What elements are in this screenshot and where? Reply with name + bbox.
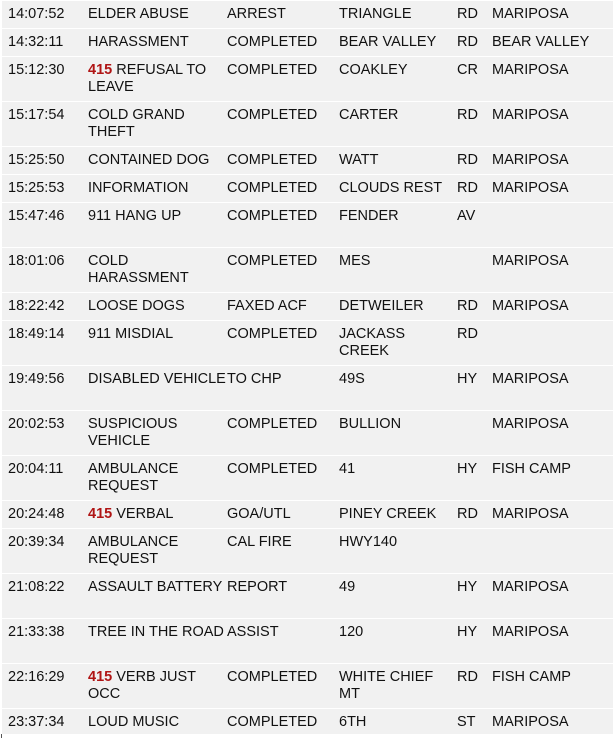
- incident-cell: [88, 203, 227, 248]
- disposition: COMPLETED: [227, 714, 318, 730]
- disposition: COMPLETED: [227, 107, 318, 123]
- city: MARIPOSA: [492, 62, 569, 78]
- call-time: 15:25:50: [8, 152, 65, 168]
- call-log-table: [2, 0, 613, 734]
- incident-cell: [88, 102, 227, 147]
- call-time: 15:17:54: [8, 107, 65, 123]
- disposition: COMPLETED: [227, 180, 318, 196]
- street-name: DETWEILER: [339, 298, 424, 314]
- disposition: COMPLETED: [227, 461, 318, 477]
- incident-cell: [88, 574, 227, 619]
- street-name: WATT: [339, 152, 379, 168]
- call-time: 20:24:48: [8, 506, 65, 522]
- street-name: HWY140: [339, 534, 398, 550]
- street-name: 49: [339, 579, 356, 595]
- incident-type: COLD GRAND THEFT: [88, 107, 185, 140]
- city: MARIPOSA: [492, 714, 569, 730]
- street-name: CLOUDS REST: [339, 180, 443, 196]
- incident-cell: [88, 366, 227, 411]
- street-name: JACKASS CREEK: [339, 326, 406, 359]
- call-log: [2, 0, 613, 734]
- call-time: 21:08:22: [8, 579, 65, 595]
- street-name: BEAR VALLEY: [339, 34, 437, 50]
- call-time: 18:01:06: [8, 253, 65, 269]
- call-time: 14:07:52: [8, 6, 65, 22]
- call-time: 23:37:34: [8, 714, 65, 730]
- call-time: 20:39:34: [8, 534, 65, 550]
- code-415-badge: 415: [88, 62, 113, 78]
- street-name: FENDER: [339, 208, 399, 224]
- street-suffix: RD: [457, 180, 478, 196]
- table-row: [2, 366, 613, 411]
- incident-cell: [88, 529, 227, 574]
- table-row: [2, 664, 613, 709]
- incident-cell: [88, 456, 227, 501]
- disposition: FAXED ACF: [227, 298, 307, 314]
- table-row: [2, 203, 613, 248]
- call-time: 20:04:11: [8, 461, 64, 477]
- city: FISH CAMP: [492, 669, 571, 685]
- table-row: [2, 529, 613, 574]
- table-row: [2, 501, 613, 529]
- incident-cell: [88, 619, 227, 664]
- incident-type: HARASSMENT: [88, 34, 189, 50]
- street-suffix: RD: [457, 669, 478, 685]
- call-time: 15:25:53: [8, 180, 65, 196]
- incident-cell: [88, 175, 227, 203]
- incident-type: VERB JUST OCC: [88, 669, 196, 702]
- disposition: COMPLETED: [227, 253, 318, 269]
- street-name: TRIANGLE: [339, 6, 412, 22]
- table-row: [2, 29, 613, 57]
- incident-type: COLD HARASSMENT: [88, 253, 189, 286]
- call-time: 21:33:38: [8, 624, 65, 640]
- call-time: 18:49:14: [8, 326, 65, 342]
- street-suffix: RD: [457, 298, 478, 314]
- table-row: [2, 248, 613, 293]
- call-time: 22:16:29: [8, 669, 65, 685]
- city: MARIPOSA: [492, 107, 569, 123]
- incident-type: REFUSAL TO LEAVE: [88, 62, 207, 95]
- disposition: COMPLETED: [227, 669, 318, 685]
- incident-cell: [88, 57, 227, 102]
- street-suffix: RD: [457, 152, 478, 168]
- table-row: [2, 175, 613, 203]
- table-row: [2, 709, 613, 735]
- table-row: [2, 456, 613, 501]
- disposition: COMPLETED: [227, 208, 318, 224]
- call-time: 18:22:42: [8, 298, 65, 314]
- street-suffix: HY: [457, 461, 478, 477]
- incident-type: SUSPICIOUS VEHICLE: [88, 416, 178, 449]
- disposition: COMPLETED: [227, 62, 318, 78]
- disposition: TO CHP: [227, 371, 282, 387]
- disposition: COMPLETED: [227, 416, 318, 432]
- street-name: 6TH: [339, 714, 367, 730]
- city: MARIPOSA: [492, 624, 569, 640]
- incident-cell: [88, 709, 227, 735]
- call-time: 15:12:30: [8, 62, 65, 78]
- street-name: 41: [339, 461, 356, 477]
- disposition: CAL FIRE: [227, 534, 292, 550]
- city: MARIPOSA: [492, 6, 569, 22]
- street-name: MES: [339, 253, 371, 269]
- incident-cell: [88, 411, 227, 456]
- city: BEAR VALLEY: [492, 34, 590, 50]
- incident-type: AMBULANCE REQUEST: [88, 461, 179, 494]
- incident-cell: [88, 29, 227, 57]
- city: MARIPOSA: [492, 180, 569, 196]
- incident-type: LOOSE DOGS: [88, 298, 185, 314]
- city: FISH CAMP: [492, 461, 571, 477]
- incident-type: 911 HANG UP: [88, 208, 182, 224]
- city: MARIPOSA: [492, 506, 569, 522]
- incident-cell: [88, 321, 227, 366]
- street-name: BULLION: [339, 416, 402, 432]
- street-name: CARTER: [339, 107, 399, 123]
- incident-cell: [88, 1, 227, 29]
- street-name: 120: [339, 624, 364, 640]
- street-suffix: HY: [457, 371, 478, 387]
- incident-cell: [88, 501, 227, 529]
- street-name: PINEY CREEK: [339, 506, 437, 522]
- incident-cell: [88, 293, 227, 321]
- call-time: 14:32:11: [8, 34, 64, 50]
- table-row: [2, 1, 613, 29]
- disposition: GOA/UTL: [227, 506, 291, 522]
- table-row: [2, 293, 613, 321]
- street-suffix: RD: [457, 326, 478, 342]
- street-suffix: RD: [457, 34, 478, 50]
- disposition: ASSIST: [227, 624, 279, 640]
- disposition: COMPLETED: [227, 152, 318, 168]
- incident-type: AMBULANCE REQUEST: [88, 534, 179, 567]
- code-415-badge: 415: [88, 669, 113, 685]
- table-row: [2, 411, 613, 456]
- disposition: COMPLETED: [227, 326, 318, 342]
- street-suffix: [457, 248, 492, 293]
- table-row: [2, 619, 613, 664]
- city: MARIPOSA: [492, 371, 569, 387]
- incident-cell: [88, 664, 227, 709]
- city: MARIPOSA: [492, 152, 569, 168]
- street-suffix: [457, 411, 492, 456]
- incident-type: DISABLED VEHICLE: [88, 371, 226, 387]
- street-suffix: RD: [457, 6, 478, 22]
- street-suffix: [457, 529, 492, 574]
- disposition: COMPLETED: [227, 34, 318, 50]
- street-suffix: HY: [457, 624, 478, 640]
- incident-type: 911 MISDIAL: [88, 326, 174, 342]
- incident-cell: [88, 147, 227, 175]
- incident-type: ASSAULT BATTERY: [88, 579, 223, 595]
- incident-type: INFORMATION: [88, 180, 189, 196]
- incident-type: VERBAL: [116, 506, 174, 522]
- street-name: WHITE CHIEF MT: [339, 669, 434, 702]
- city: MARIPOSA: [492, 416, 569, 432]
- table-row: [2, 574, 613, 619]
- call-time: 19:49:56: [8, 371, 65, 387]
- street-name: COAKLEY: [339, 62, 408, 78]
- table-row: [2, 57, 613, 102]
- street-suffix: ST: [457, 714, 476, 730]
- disposition: ARREST: [227, 6, 286, 22]
- street-suffix: RD: [457, 107, 478, 123]
- city: [492, 529, 613, 574]
- page-edge-mark: [1, 734, 2, 738]
- incident-type: LOUD MUSIC: [88, 714, 180, 730]
- incident-type: ELDER ABUSE: [88, 6, 189, 22]
- city: MARIPOSA: [492, 579, 569, 595]
- city: [492, 203, 613, 248]
- call-time: 15:47:46: [8, 208, 65, 224]
- table-row: [2, 321, 613, 366]
- incident-type: CONTAINED DOG: [88, 152, 210, 168]
- street-suffix: CR: [457, 62, 478, 78]
- table-row: [2, 147, 613, 175]
- street-suffix: HY: [457, 579, 478, 595]
- call-time: 20:02:53: [8, 416, 65, 432]
- city: MARIPOSA: [492, 298, 569, 314]
- city: MARIPOSA: [492, 253, 569, 269]
- street-suffix: AV: [457, 208, 476, 224]
- street-name: 49S: [339, 371, 365, 387]
- incident-cell: [88, 248, 227, 293]
- incident-type: TREE IN THE ROAD: [88, 624, 224, 640]
- city: [492, 321, 613, 366]
- disposition: REPORT: [227, 579, 288, 595]
- street-suffix: RD: [457, 506, 478, 522]
- code-415-badge: 415: [88, 506, 113, 522]
- table-row: [2, 102, 613, 147]
